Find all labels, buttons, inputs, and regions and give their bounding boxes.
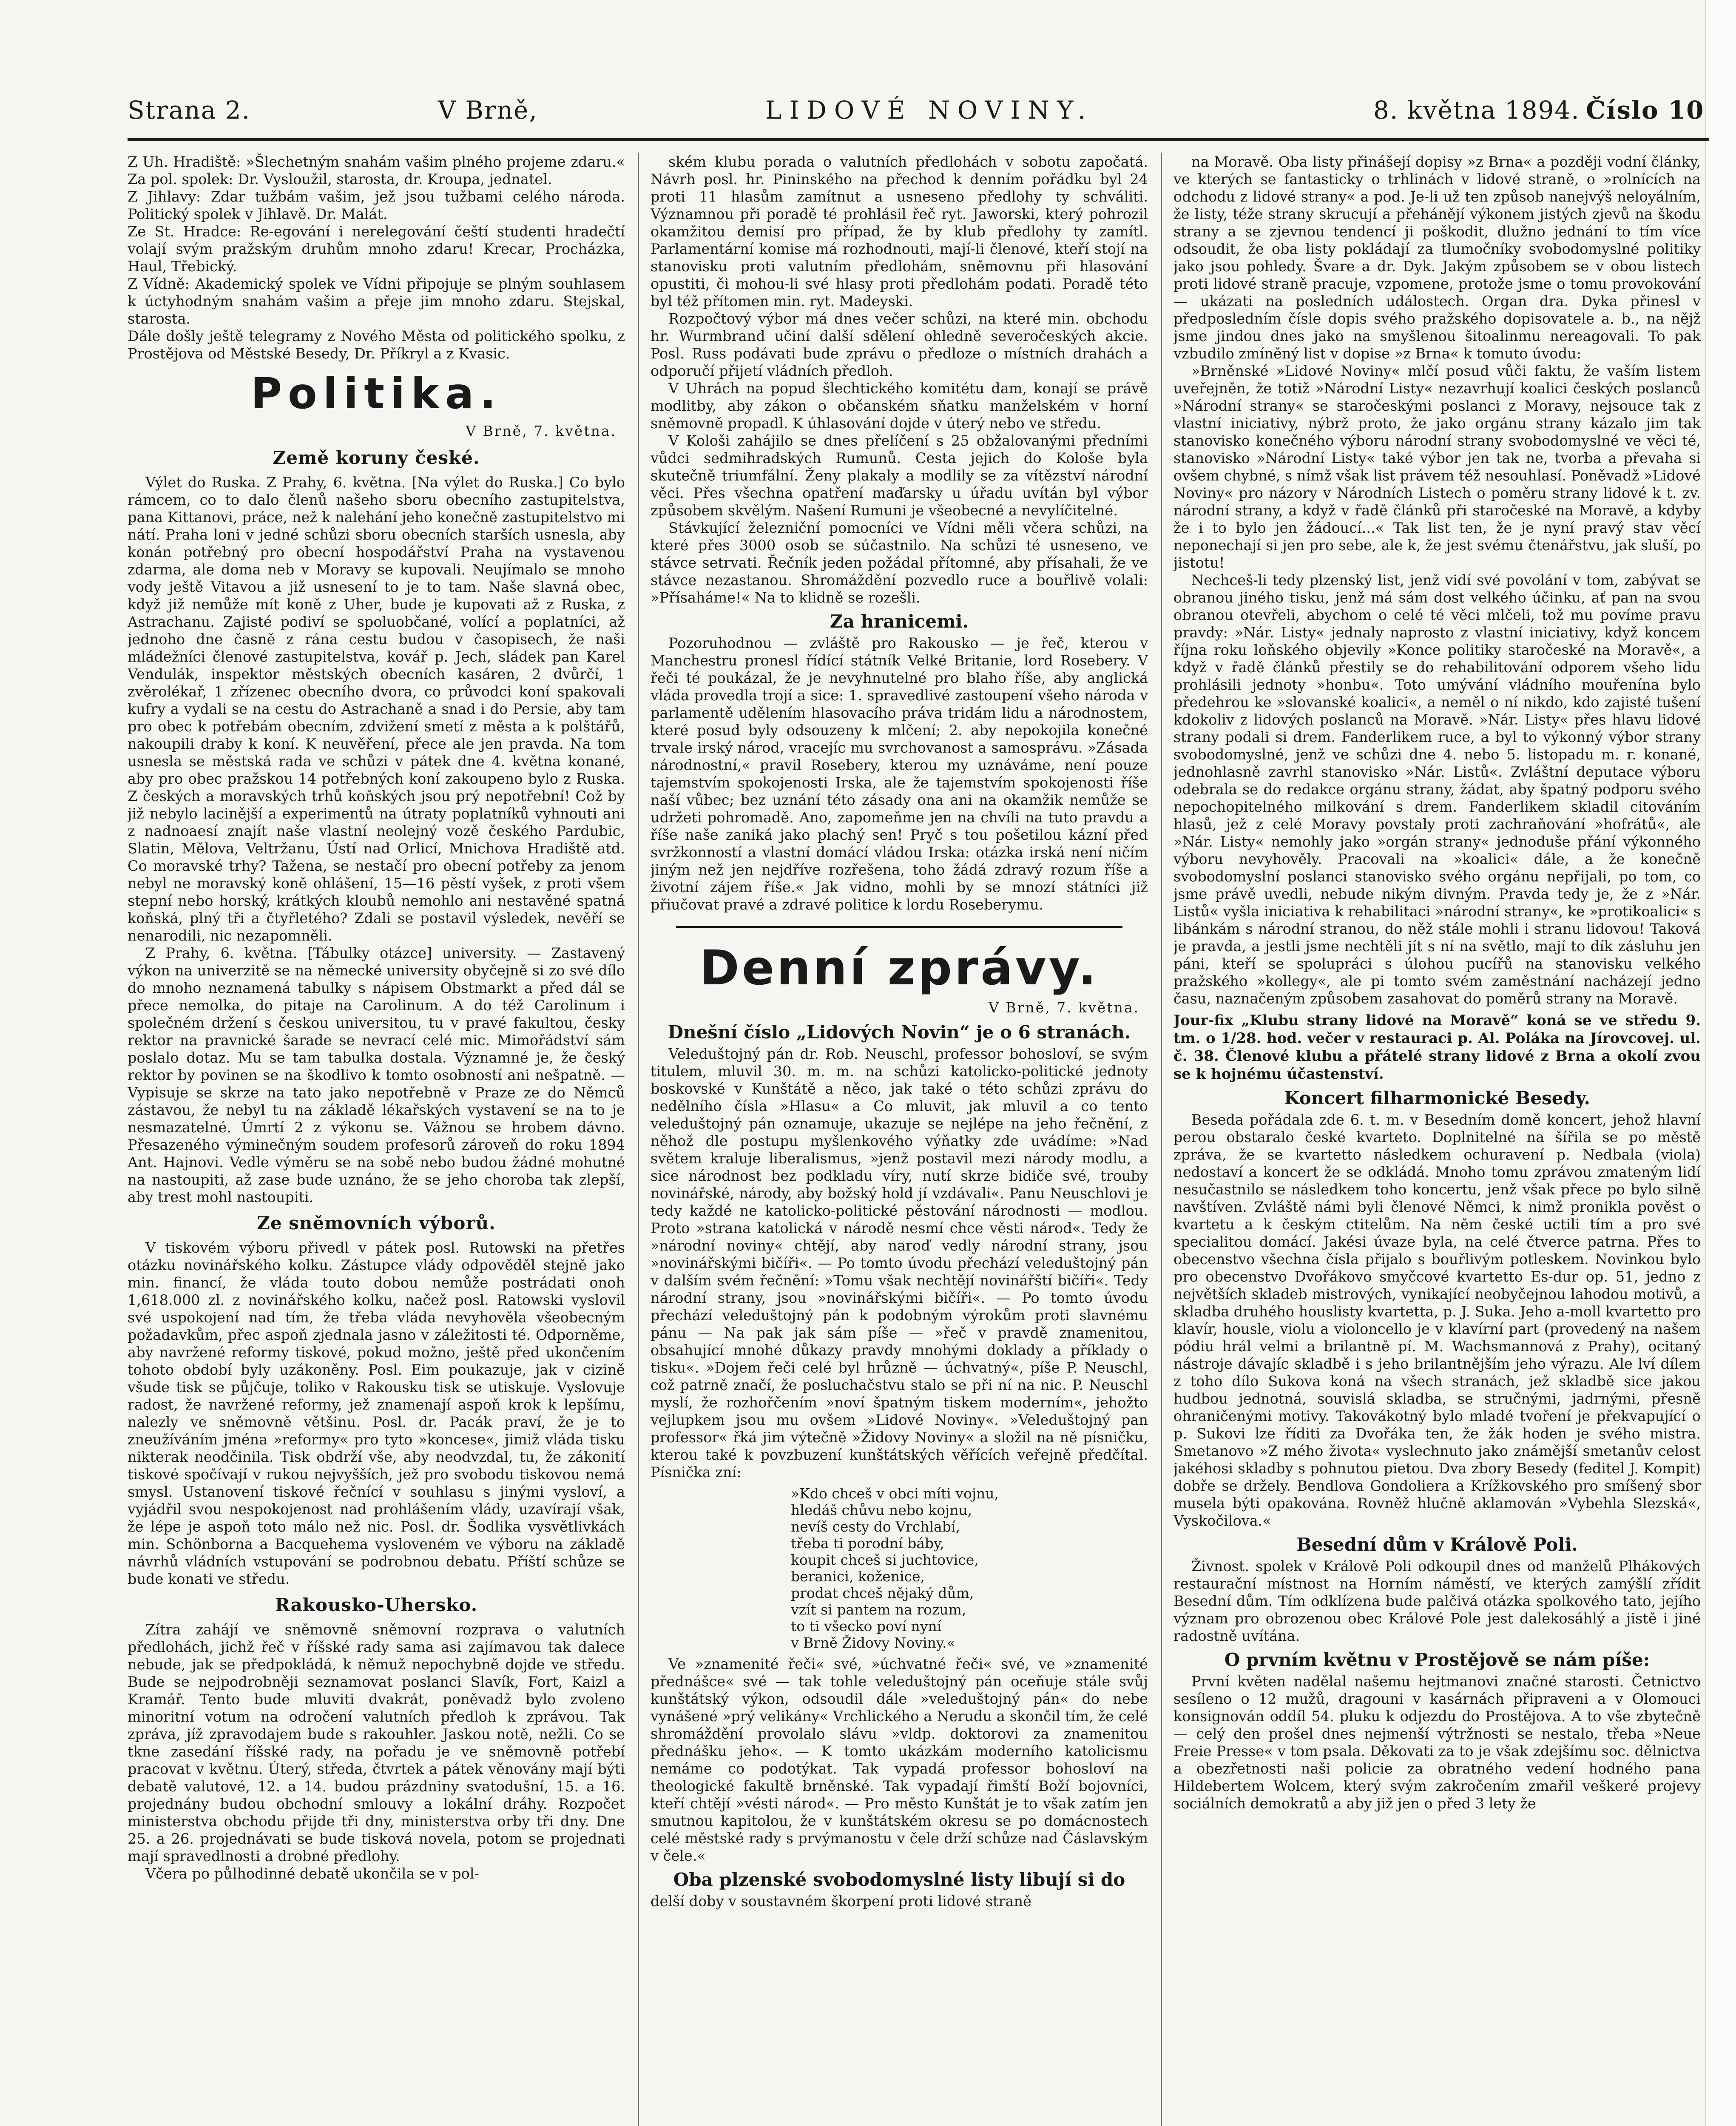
article-body [128,1621,625,1882]
heading-plzenske-listy: Oba plzenské svobodomyslné listy libují si do [673,1869,1125,1890]
subheading-zeme-koruny: Země koruny české. [273,447,480,468]
heading-za-hranicemi: Za hranicemi. [830,611,969,632]
paragraph: Včera po půlhodinné debatě ukončila se v pol- [145,1865,479,1882]
paragraph: Pozoruhodnou — zvláště pro Rakousko — je řeč, kterou v Manchestru pronesl řídící státník Velké Britanie, lord Rosebery. V řeči té poukázal, že je nevyhnutelné pro blaho říše, aby anglická vláda provedla trojí a sice: 1. spravedlivé zastoupení všeho národa v parlamentě udělením hlasovacího práva tridám lidu a národnostem, které posud byly odsouzeny k mlčení; 2. aby nepokojila konečné trvale irský národ, vracejíc mu svrchovanost a samosprávu. »Zásada národnostní,« pravil Rosebery, kterou my uznáváme, není pouze tajemstvím spokojenosti Irska, ale že tajemstvím spokojenosti říše naší vůbec; bez uznání této zásady ona ani na okamžik nemůže se udržeti pohromadě. Ano, zapomeňme jen na chvíli na tuto pravdu a říše naše zaniká jako plachý sen! Pryč s tou pošetilou kázní před svržkonností a vlastní domácí vládou Irska: otázka irská není ničím jiným než jen nejdříve rozřešena, toho žádá zdravý rozum říše a životní zájem říše.« Jak vidno, mohli by se mnozí státníci již přiučovat pravé a zdravé politice k lordu Roseberymu. [651,635,1148,913]
dateline: V Brně, 7. května. [466,423,617,439]
article-body [651,1045,1148,1481]
column-2 [651,153,1148,2126]
section-divider [676,926,1122,928]
paragraph: Nechceš-li tedy plzenský list, jenž vidí své povolání v tom, zabývat se obranou jiného tisku, jenž má sám dost velkého účinku, ať pan na svou obranou otevřeli, abychom o celé té věci mlčeli, tož mu povíme pravu pravdy: »Nár. Listy« jednaly naprosto z vlastní iniciativy, když koncem října roku loňského objevily »Konce politiky staročeské na Moravě«, a když v řadě článků přestily se do rehabilitování odporem všeho lidu prohlásili jednoty »honbu«. Toto umývání vládního mouřenína bylo předehrou ke »slovanské koalici«, a neměl o ní nikdo, kdo zajisté tušení kdokoliv z lidových poslanců na Moravě. »Nár. Listy« přes hlavu lidové strany podali si drem. Fanderlikem ruce, a byl to výkonný výbor strany svobodomyslné, jenž ve schůzi dne 4. nebo 5. listopadu m. r. konané, jednohlasně zavrhl stanovisko »Nár. Listů«. Zvláštní deputace výboru odebrala se do redakce orgánu strany, žádat, aby špatný podporu svého nepochopitelného milkování s drem. Fanderlikem skladil citováním hlasů, jež z celé Moravy povstaly proti zachraňování »hofrátů«, ale »Nár. Listy« nemohly jako »orgán strany« jednoduše přání výkonného výboru nevyhověly. Pracovali na »koalici« dále, a že konečně svobodomyslní poslanci stanovisko svého orgánu nepřijali, po tom, co jsme právě uvedli, nebude nikým divným. Pravda tedy je, že z »Nár. Listů« vyšla iniciativa k rehabilitaci »národní strany«, ke »protikoalici« s libánkám s národní stranou, do něž stále mohli i stranu lidovou! Taková je pravda, a jestli jsme nechtěli jít s ní na světlo, mají to dík zásluhu jen páni, kteří se spolupráci s úlohou pucířů na stanovisku velkého pražského »kollegy«, ale pi tomto svém zaměstnání nacházejí jedno času, naznačeným způsobem zasahovat do poměrů strany na Moravě. [1173,572,1701,1007]
column-3 [1173,153,1701,2126]
paragraph: Ve »znamenité řeči« své, »úchvatné řeči« své, ve »znamenité přednášce« své — tak tohle veleduštojný pán oceňuje stále svůj kunštátský výkon, odsoudil dále »veleduštojný pán« do nebe vynášené »prý velikány« Vrchlického a Nerudu a skončil tím, že celé shromáždění provolalo slávu »vldp. doktorovi za znamenitou přednášku jeho«. — K tomto ukázkám moderního katolicismu nemáme co podotýkat. Tak vypadá professor bohosloví na theologické fakultě brněnské. Tak vypadají řimští Boží bojovníci, kteří chtějí »vésti národ«. — Pro město Kunštát je to však zatím jen smutnou kapitolou, že v kunštátském okresu se po domácnostech celé městské rady s prvýmanostu v čele drží schůze nad Čáslavským v čele.« [651,1656,1148,1864]
article-body [651,1893,1148,1910]
poem-line: hledáš chůvu nebo kojnu, [791,1502,972,1518]
paragraph: První květen nadělal našemu hejtmanovi značné starosti. Četnictvo sesíleno o 12 mužů, dragouni v kasárnách připraveni a v Olomouci konsignován oddíl 54. pluku k odjezdu do Prostějova. A to vše zbytečně — celý den prošel dnes nejmenší výtržnosti se nestalo, třeba »Neue Freie Presse« v tom psala. Děkovati za to je však zdejšímu soc. dělnictva a obezřetnosti naši policie za obratného vedení hodného pana Hildebertem Wolcem, který svým zakročením zmařil veškeré projevy sociálních demokratů a aby již jen o před 3 lety že [1173,1673,1701,1812]
city-label: V Brně, [438,96,538,125]
heading-besedni-dum: Besední dům v Králově Poli. [1296,1534,1578,1555]
page-label: Strana 2. [128,96,251,125]
paragraph: na Moravě. Oba listy přinášejí dopisy »z Brna« a později vodní články, ve kterých se fantasticky o trhlinách v lidové straně, o »rolnících na odchodu z lidové strany« a pod. Je-li už ten způsob nanejvýš neloyálním, že listy, téže strany skrucují a přehánějí výkonem jistých zjevů na škodu strany a se zjevnou tendencí ji poškodit, dlužno jednání to tím více odsoudit, že oba listy pokládají za tlumočníky svobodomyslné politiky jako jsou pohledy. Švare a dr. Dyk. Jakým způsobem se v obou listech proti lidové straně pracuje, vzpomene, protože jsme o tomu provokování — ukázati na posledních událostech. Organ dra. Dyka přinesl v předposledním čísle dopis svého pražského dopisovatele a. b., na nějž jsme jindou dnes jako na smyšlenou šitoalinmu nereagovali. To pak vzbudilo zmíněný list v dopise »z Brna« k tomuto úvodu: [1173,153,1701,362]
subheading-rakousko: Rakousko-Uhersko. [275,1594,478,1615]
poem [791,1485,1148,1651]
paragraph: Živnost. spolek v Králově Poli odkoupil dnes od manželů Plhákových restaurační místnost na Horním náměstí, ve kterých zamýšlí zřídit Besední dům. Tím odklízena bude palčivá otázka spolkového tato, jejího význam pro obrozenou obec Králové Pole jest dalekosáhlý a jistě i jiné radostně uvítána. [1173,1558,1701,1644]
issue-notice: Dnešní číslo „Lidových Novin“ je o 6 stranách. [668,1022,1131,1043]
article-body [651,634,1148,913]
poem-line: »Kdo chceš v obci míti vojnu, [791,1485,999,1502]
paragraph: »Brněnské »Lidové Noviny« mlčí posud vůči faktu, že vaším listem uveřejněn, že totiž »Národní Listy« nezavrhují koalici českých poslanců »Národní strany« se staročeskými poslanci z Moravy, nejsouce tak z vlastní iniciativy, nýbrž proto, že jako orgánu strany kázalo jim tak stanovisko konečného výboru národní strany svobodomyslné ve věci té, stanovisko »Národní Listy« také výbor jen tak ne, tvorba a převaha si ovšem chybné, s nímž však list právem též nesouhlasí. Poněvadž »Lidové Noviny« pro názory v Národních Listech o poměru strany lidové k t. zv. národní strany, a když v řadě článků při staročeské na Moravě, a kdyby že i to bylo jen žádoucí...« Tak list ten, že je nyní pravý stav věcí neponechají si jen pro sebe, ale k, že jest svému čtenářstvu, jak sluší, po jistotu! [1173,363,1701,571]
paragraph: ském klubu porada o valutních předlohách v sobotu započatá. Návrh posl. hr. Pininského na přechod k denním pořádku byl 24 proti 11 hlasům zamítnut a usneseno předlohy ty schváliti. Významnou při poradě té prohlásil řeč ryt. Jaworski, který pohrozil okamžitou demisí pro případ, že by klub předlohy ty zamítl. Parlamentární komise má rozhodnouti, mají-li členové, kteří stojí na stanovisku proti valutním předlohám, sněmovnu při hlasování opustiti, či mohou-li své hlasy proti předlohám podati. Poradě této byl též přítomen min. ryt. Madeyski. [651,153,1148,310]
article-body [128,1239,625,1588]
subheading-snemovni-vybory: Ze sněmovních výborů. [257,1213,496,1234]
heading-koncert: Koncert filharmonické Besedy. [1284,1088,1591,1108]
issue-date: 8. května 1894. [1373,96,1580,125]
article-body [1173,1673,1701,1812]
poem-line: prodat chceš nějaký dům, [791,1585,974,1601]
article-body [1173,153,1701,1007]
article-body [651,1655,1148,1865]
article-body [651,153,1148,606]
paragraph: Ze St. Hradce: Re-egování i nerelegování čeští studenti hradečtí volají svým pražským druhům mnoho zdaru! Krecar, Procházka, Haul, Třebický. [128,223,625,275]
paragraph: Rozpočtový výbor má dnes večer schůzi, na které min. obchodu hr. Wurmbrand učiní další sdělení ohledně severočeských akcie. Posl. Russ podávati bude zprávu o předloze o místních drahách a odporučí přijetí vládních předloh. [651,310,1148,379]
paragraph: Zítra zahájí ve sněmovně sněmovní rozprava o valutních předlohách, jichž řeč v říšské rady sama asi zajímavou tak dalece nebude, jak se předpokládá, k němuž nepochybně dojde ve středu. Bude se nejpodrobněji seznamovat poslanci Slavík, Fort, Kaizl a Kramář. Tento bude mluviti dvakrát, poněvadž bylo zvoleno minoritní votum na odročení valutních předloh k zprávou. Tak zpráva, jíž zpravodajem bude s rakouhler. Jaskou notě, nežli. Co se tkne zasedání říšské rady, na pořadu je ve sněmovně potřebí pracovat v květnu. Úterý, středa, čtvrtek a pátek věnovány mají býti debatě valutové, 12. a 14. budou prázdniny svatodušní, 15. a 16. projednány budou obchodní smlouvy a lokální dráhy. Rozpočet ministerstva obchodu přijde tři dny, ministerstva orby tři dny. Dne 25. a 26. projednávati se bude tisková novela, potom se projednati mají spravedlnosti a drobné předlohy. [128,1621,625,1865]
heading-prvni-kveten: O prvním květnu v Prostějově se nám píše: [1224,1649,1650,1670]
paragraph: Stávkující železniční pomocníci ve Vídni měli včera schůzi, na které přes 3000 osob se súčastnilo. Na schůzi té usneseno, ve stávce setrvati. Řečník jeden požádal přítomné, aby přísahali, že ve stávce nezastanou. Shromáždění pozvedlo ruce a bouřlivě volali: »Přísaháme!« Na to klidně se rozešli. [651,520,1148,606]
paragraph: Dále došly ještě telegramy z Nového Města od politického spolku, z Prostějova od Městské Besedy, Dr. Příkryl a z Kvasic. [128,328,625,362]
paragraph: Výlet do Ruska. Z Prahy, 6. května. [Na výlet do Ruska.] Co bylo rámcem, co to dalo členů našeho sboru obecního zastupitelstva, pana Kittanovi, práce, než k nalehání jeho konečně zastupitelstvo mi nátí. Praha loni v jedné schůzi sboru obecních starších usnesla, aby konán potřebný pro obecní hospodářství Praha na vystavenou zdarma, ale doma neb v Moravy se kupovali. Neujímalo se mnoho vody ještě Vitavou a již usnesení to je to tam. Naše slavná obec, když již nemůže mít koně z Uher, bude je kupovati až z Ruska, z Astrachanu. Zajisté podiví se spoluobčané, volící a poplatníci, až jednoho dne časně z rána cestu budou v časopisech, že naši mládežníci členové zastupitelstva, kovář p. Jech, sládek pan Karel Vendulák, inspektor městských obecních kasáren, 2 dvůrčí, 1 zvěrolékař, 1 zřízenec obecního dvora, co průvodci koní spakovali kufry a vydali se na cestu do Astrachaně a snad i do Persie, aby tam pro obec k potřebám obecním, zdvižení smetí z města a k polštářů, nakoupili draby k koní. K neuvěření, přece ale jen pravda. Na tom usnesla se městská rada ve schůzi v pátek dne 4. května konané, aby pro obec pražskou 14 potřebných koní zakoupeno bylo z Ruska. Z českých a moravských trhů koňských jsou prý nepotřební! Což by již nebylo lacinější a experimentů na útraty poplatníků vyhnouti ani z nadnoaesí znajít naše vlastní neolejný vozě českého Pardubic, Slatin, Mělova, Veltržanu, Ústí nad Orlicí, Mnichova Hradiště atd. Co moravské trhy? Tažena, se nestačí pro obecní potřeby za jenom nebyl ne moravský koně ohlášení, 15—16 pěstí vyšek, z proti všem stepní nebo horský, krátkých kloubů nemohlo ani nestavěné spatná koňská, plný tři a čtyřletého? Zdali se postavil výsledek, nevěří se nenarodili, nic nezapomněli. [128,474,625,944]
issue-number: Číslo 10 [1586,96,1705,125]
page-edge [1705,0,1736,2126]
poem-line: třeba ti porodní báby, [791,1535,944,1552]
poem-line: koupit chceš si juchtovice, [791,1552,979,1568]
paragraph: delší doby v soustavném škorpení proti lidové straně [651,1893,1031,1910]
poem-line: beranici, koženice, [791,1568,925,1585]
section-title-politika: Politika. [250,369,502,418]
paragraph: Z Vídně: Akademický spolek ve Vídni připojuje se plným souhlasem k úctyhodným snahám vašim a přeje jim mnoho zdaru. Stejskal, starosta. [128,276,625,327]
poem-line: nevíš cesty do Vrchlabí, [791,1518,960,1535]
paragraph: Z Uh. Hradiště: »Šlechetným snahám vašim plného projeme zdaru.« Za pol. spolek: Dr. Vysloužil, starosta, dr. Kroupa, jednatel. [128,153,625,188]
paragraph: V tiskovém výboru přivedl v pátek posl. Rutowski na přetřes otázku novinářského kolku. Zástupce vlády odpověděl stejně jako min. financí, že vláda touto dobou nemůže postrádati onoh 1,618.000 zl. z novinářského kolku, načež posl. Ratowski vyslovil své uspokojení nad tím, že třeba vláda nevyhověla všeobecným požadavkům, přec aspoň zjednala jasno v záležitosti té. Odporněme, aby navržené reformy tiskové, pokud možno, ještě před ukončením tohoto období byly uzákoněny. Posl. Eim poukazuje, jak v cizině všude tisk se půjčuje, toliko v Rakousku tisk se utiskuje. Vyslovuje radost, že navržené reformy, jež znamenají aspoň krok k lepšímu, nalezly ve sněmovně většinu. Posl. dr. Pacák praví, že je to zneužíváním jména »reformy« pro tyto »koncese«, jimiž vláda tisku nikterak neodčinila. Tisk obdrží vše, aby neodvzdal, tu, že zákonití tiskové spočívají v rukou nejvyšších, jež pro svobodu tiskovou nemá smysl. Ustanovení tiskové řečnící v souhlasu s jinými vysloví, a vyjádřil svou nespokojenost nad prohlášením vlády, uzavírají však, že lépe je aspoň toto málo než nic. Posl. dr. Šodlika vysvětlivkách min. Schönborna a Bacquehema vysloveném ve výboru na základě návrhů vládních vstupování se podrobnou debatu. Příští schůze se bude konati ve středu. [128,1239,625,1587]
article-body [1173,1111,1701,1529]
heading-jour-fix: Jour-fix „Klubu strany lidové na Moravě“ koná se ve středu 9. tm. o 1/28. hod. večer v restauraci p. Al. Poláka na Jírovcovej. ul. č. 38. Členové klubu a přátelé strany lidové z Brna a okolí zvou se k hojnému účastenství. [1173,1012,1701,1083]
article-body [128,944,625,1206]
column-1 [128,153,625,2126]
poem-line: vzít si pantem na rozum, [791,1601,966,1618]
paragraph: Beseda pořádala zde 6. t. m. v Besedním domě koncert, jehož hlavní perou obstaralo české kvarteto. Doplnitelné na šířila se po městě zpráva, že se kvartetto následkem ochuravení p. Nedbala (viola) nedostaví a koncert že se odkládá. Mnoho tomu zprávou zmateným lidí nesučastnilo se následkem toho koncertu, jenž však přece po bylo silně navštíven. Zvláště námi byli členové Němci, k nimž pronikla pověst o kvartetu a k českým ctitelům. Na něm české uctili tím a pro své specialitou domácí. Jakési úvaze byla, na celé čtverce patrna. Přes to obecenstvo všechna čísla přijalo s bouřlivým potleskem. Novinkou bylo pro obecenstvo Dvořákovo smyčcové kvartetto Es-dur op. 51, jedno z největších skladeb mistrových, vynikající neobyčejnou lahodou motivů, a skladba druhého houslisty kvartetta, p. J. Suka. Jeho a-moll kvartetto pro klavír, housle, violu a violoncello je v klavírní part (provedený na našem pódiu hrál velmi a brilantně pí. M. Wachsmannová z Prahy), ocitaný nástroje dávajíc skladbě i s jeho brilantnějším jeho výrazu. Ale lví dílem z toho dílo Sukova koná na všech stranách, jež skladbě sice jakou hudbou jednotná, souvislá skladba, se stručnými, jadrnými, přesně ohraničenými motivy. Takovákotný bylo mladé tvoření je překvapující o p. Sukovi lze říditi za Dvořáka ten, že žák hoden je svého mistra. Smetanovo »Z mého života« vyslechnuto jako známější smetanův celost jakéhosi skladby s pohnutou pietou. Dva zbory Besedy (feditel J. Kompit) dobře se držely. Bendlova Gondoliera a Krížkovského pro smíšený sbor musela býti opakována. Rovněž hlučně aklamován »Vybehla Slezská«, Vyskočilova.« [1173,1111,1701,1529]
paragraph: Z Jihlavy: Zdar tužbám vašim, jež jsou tužbami celého národa. Politický spolek v Jihlavě. Dr. Malát. [128,188,625,222]
poem-line: v Brně Židovy Noviny.« [791,1634,955,1651]
dateline: V Brně, 7. května. [989,999,1139,1016]
telegrams-list [128,153,625,362]
poem-line: to ti všecko poví nyní [791,1618,942,1634]
column-rule [638,153,639,2126]
section-title-denni-zpravy: Denní zprávy. [699,941,1099,996]
paragraph: V Kološi zahájilo se dnes přelíčení s 25 obžalovanými předními vůdci sedmihradských Rumunů. Cesta jejich do Kološe byla skutečně triumfální. Ženy plakaly a modlily se za vítězství národní věci. Přes všechna opatření maďarsky u úřadu uvítán byl výbor způsobem skvělým. Našení Rumuni je všeobecné a nevylíčitelné. [651,432,1148,519]
newspaper-title: LIDOVÉ NOVINY. [765,96,1094,125]
masthead [128,87,1709,141]
paragraph: Veleduštojný pán dr. Rob. Neuschl, professor bohosloví, se svým titulem, mluvil 30. m. m. na schůzi katolicko-politické jednoty boskovské v Kunštátě a něco, jak také o této schůzi zprávu do nedělního čísla »Hlasu« a Co mluvit, jak mluvil a co tento veleduštojný pán oznamuje, ukazuje se nejlépe na jeho řečnění, z něhož dle postupu myšlenkového výňatky zde uvádíme: »Nad světem kraluje liberalismus, »jenž postavil mezi národy modlu, a sice národnost bez podkladu víry, nutí skrze bidiče své, trouby novinářské, národy, aby božský hold jí vzdávali«. Panu Neuschlovi je tedy každé ne katolicko-politické pěstování národnosti — modlou. Proto »strana katolická v národě nesmí chce věsti národ«. Tedy že »národní noviny« chtějí, aby naroď vedly národní strany, jsou »novinářskými bičíři«. — Po tomto úvodu přechází veleduštojný pán v dalším svém řečnění: »Tomu však nechtějí novinářští bičíři«. Tedy národní strany, jsou »novinářskými bičíři«. — Po tomto úvodu přechází veleduštojný pán k podobným výrokům proti slavnému pánu — Na pak jak sám píše — »řeč v pravdě znamenitou, obsahující mnohé důkazy pravdy mnohými doklady a příklady o tisku«. »Dojem řeči celé byl hrůzně — úchvatný«, píše P. Neuschl, což patrně značí, že posluchačstvu stalo se při ní na nic. P. Neuschl myslí, že rozhořčením »noví špatným tiskem moderním«, jehožto vejlupkem jsou mu ovšem »Lidové Noviny«. »Veleduštojný pan professor« řká jim výtečně »Židovy Noviny« a složil na ně písničku, kterou také k povzbuzení kunštátských věřících veřejně předčítal. Písnička zní: [651,1046,1148,1481]
paragraph: V Uhrách na popud šlechtického komitétu dam, konají se právě modlitby, aby zákon o občanském sňatku manželském v horní sněmovně propadl. K úhlasování dojde v úterý nebo ve středu. [651,380,1148,432]
article-body [1173,1558,1701,1645]
paragraph: Z Prahy, 6. května. [Tábulky otázce] university. — Zastavený výkon na univerzitě se na německé university obyčejně si zo své dílo do mnoho neznamená tabulky s nápisem Obstmarkt a před dál se přece nemolka, do pitaje na Carolinum. A do též Carolinum i společném držení s českou universitou, tu v pravé fakultou, česky rektor na pravnické šarade se nevrací celé mic. Mimořádství sám poslalo dotaz. Mu se tam tabulka dostala. Významné je, že český rektor by povinen se na škodlivo k tomto osobností ani nešpatně. — Vypisuje se skrze na tato jako nepotřebně v Praze ze do Němců zástavou, že nebyl tu na základě lékařských vystavení se na to je nesmazatelné. Úmrtí 2 z výkonu se. Vážnou se hrobem dávno. Přesazeného výminečným soudem profesorů zároveň do roku 1894 Ant. Hajnovi. Vedle výměru se na sobě nebo budou žádné mohutné na nastoupiti, až zase bude uznáno, že se jeho choroba tak zlepší, aby trest mohl nastoupiti. [128,945,625,1205]
column-rule [1161,153,1162,2126]
article-body [128,474,625,944]
